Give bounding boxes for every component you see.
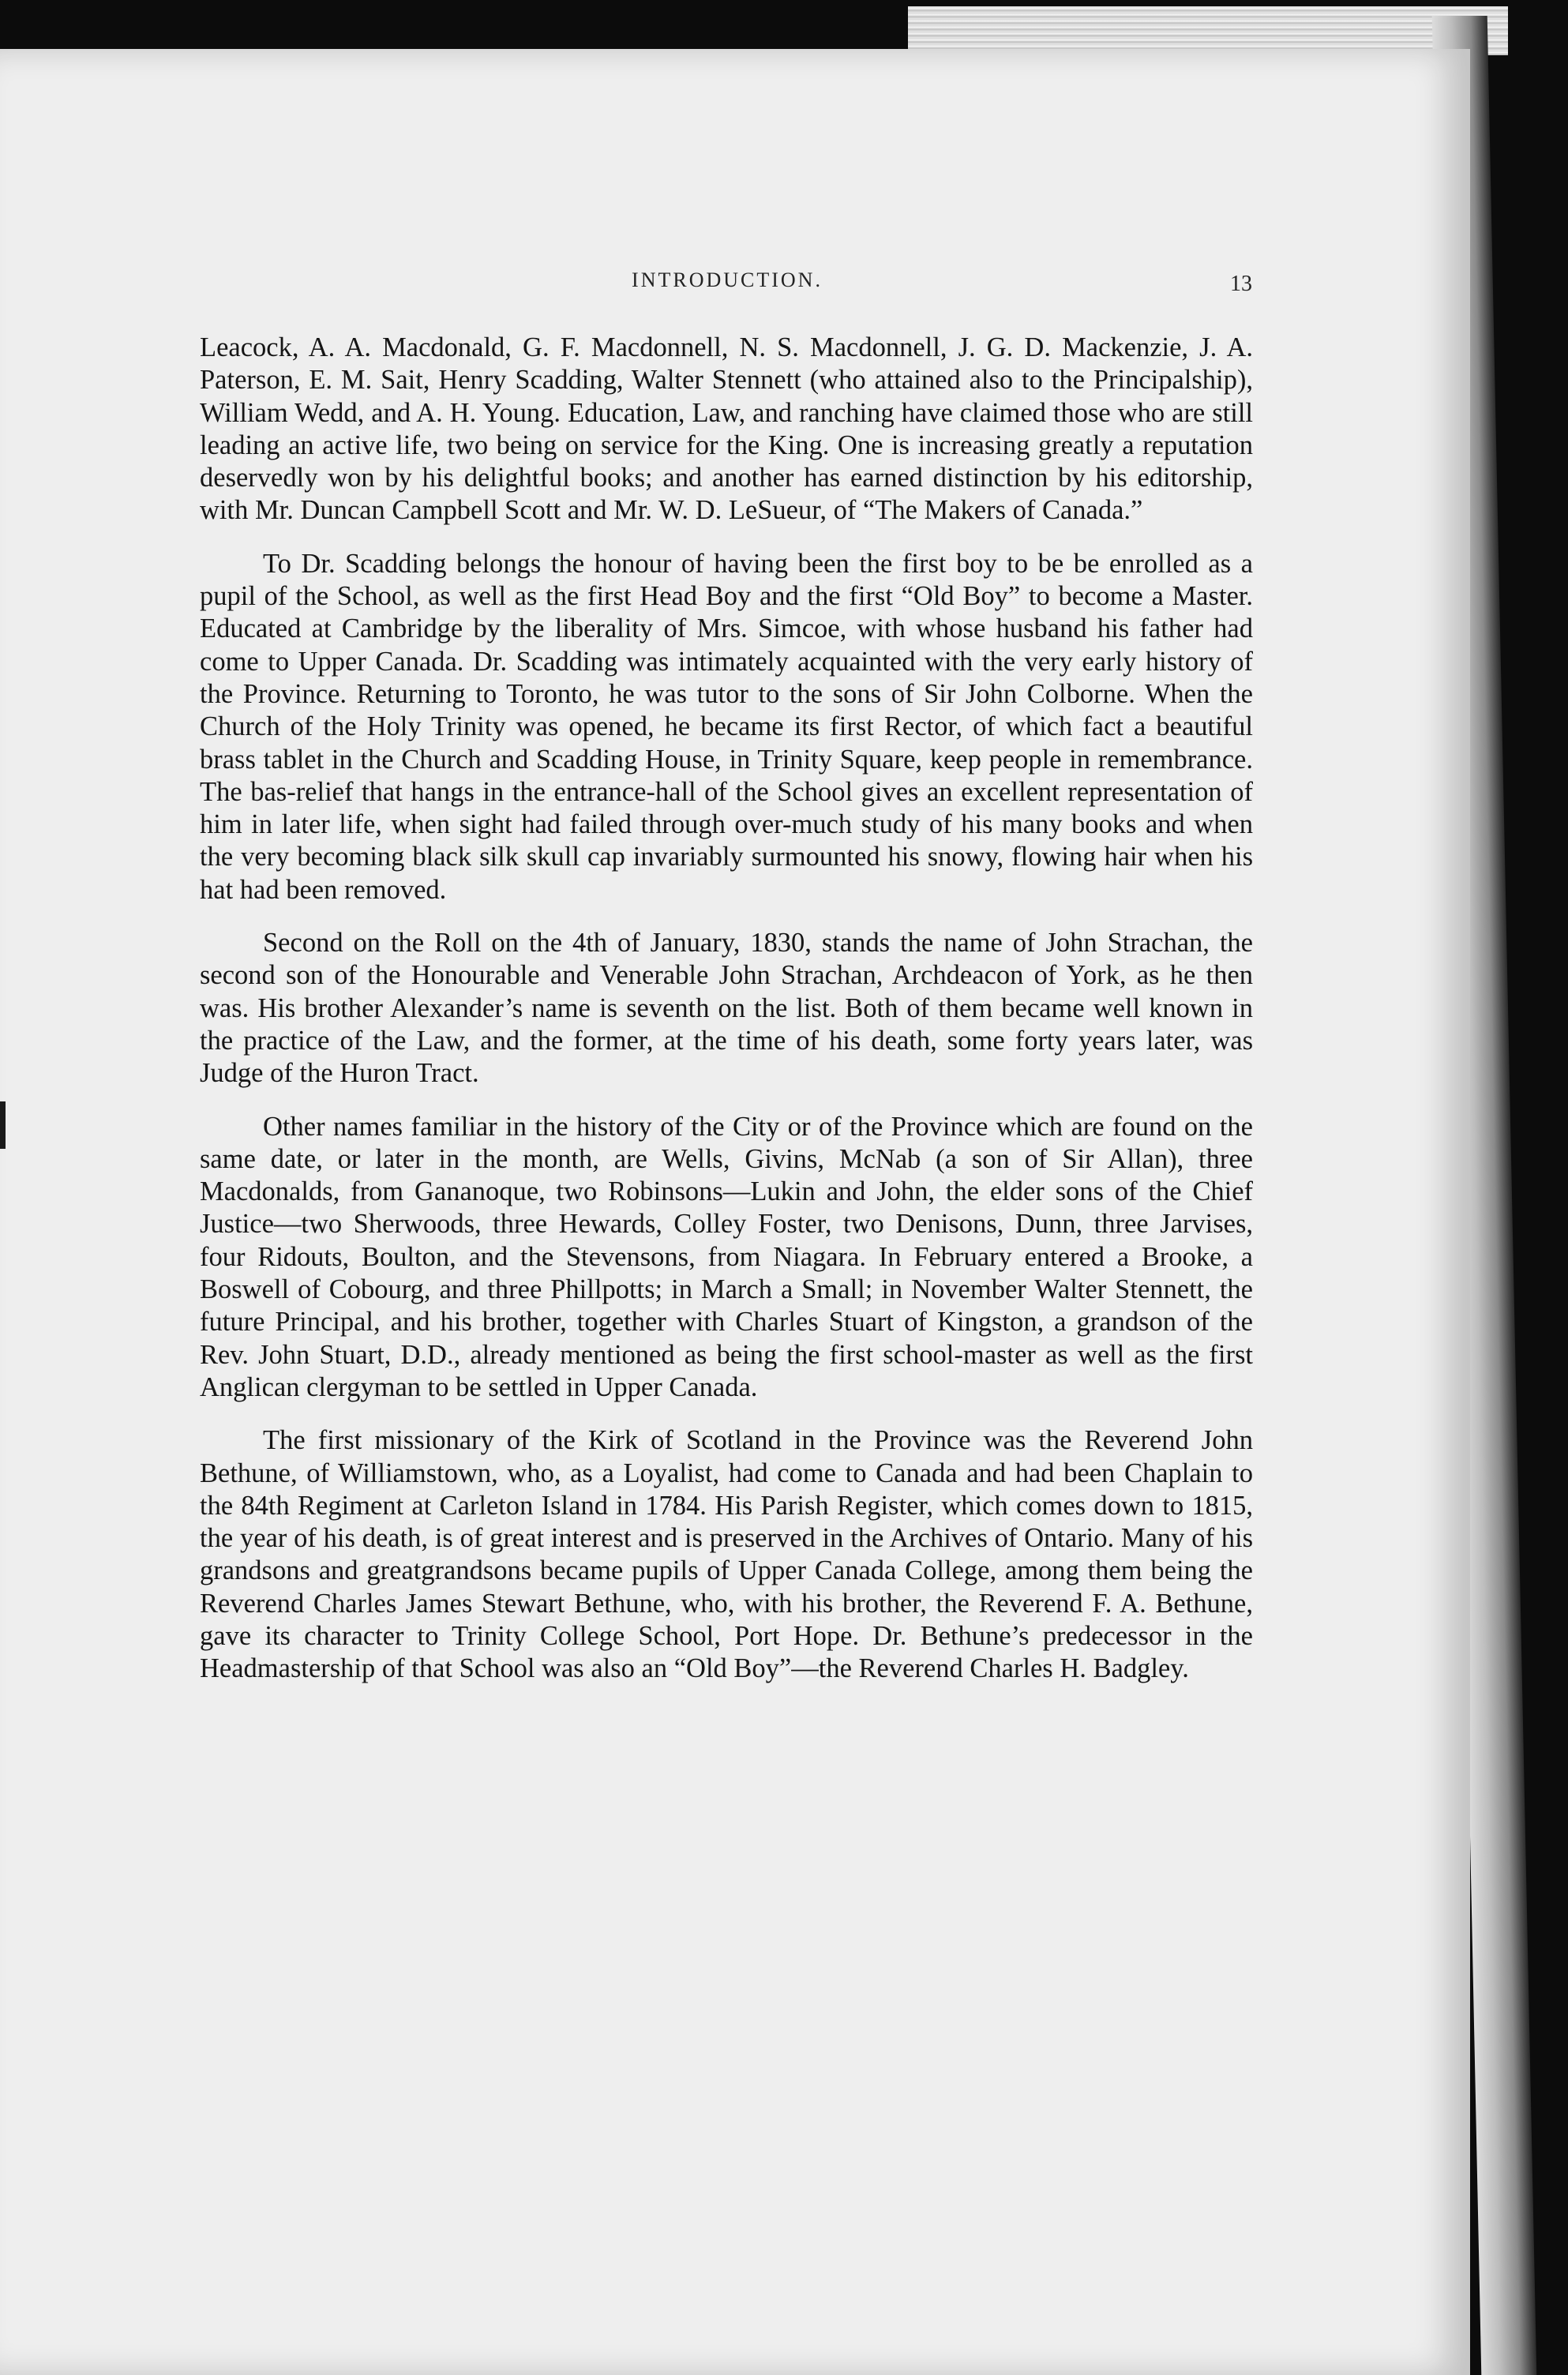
page-number: 13 xyxy=(1230,272,1252,296)
paragraph-3: Second on the Roll on the 4th of January, 1830, stands the name of John Strachan, the second son of the Honourable and Venerable John Strachan, Archdeacon of York, as he then was. His brother Alexander’s name is seventh on the list. Both of them became well known in the practice of the Law, and the former, at the time of his death, some forty years later, was Judge of the Huron Tract. xyxy=(200,928,1253,1089)
running-head: INTRODUCTION. xyxy=(632,268,823,291)
paragraph-4: Other names familiar in the history of the City or of the Province which are found on the same date, or later in the month, are Wells, Givins, McNab (a son of Sir Allan), three Macdonalds, from Gananoque, two Robinsons—Lukin and John, the elder sons of the Chief Justice—two Sherwoods, three Hewards, Colley Foster, two Denisons, Dunn, three Jarvises, four Ridouts, Boulton, and the Stevensons, from Niagara. In February entered a Brooke, a Boswell of Cobourg, and three Phillpotts; in March a Small; in November Walter Stennett, the future Principal, and his brother, together with Charles Stuart of Kingston, a grandson of the Rev. John Stuart, D.D., already mentioned as being the first school-master as well as the first Anglican clergyman to be settled in Upper Canada. xyxy=(200,1111,1253,1402)
paragraph-5: The first missionary of the Kirk of Scotland in the Province was the Reverend John Bethune, of Williamstown, who, as a Loyalist, had come to Canada and had been Chaplain to the 84th Regiment at Carleton Island in 1784. His Parish Register, which comes down to 1815, the year of his death, is of great interest and is preserved in the Archives of Ontario. Many of his grandsons and greatgrandsons became pupils of Upper Canada College, among them being the Reverend Charles James Stewart Bethune, who, with his brother, the Reverend F. A. Bethune, gave its character to Trinity College School, Port Hope. Dr. Bethune’s predecessor in the Headmastership of that School was also an “Old Boy”—the Reverend Charles H. Badgley. xyxy=(200,1425,1253,1684)
paragraph-1: Leacock, A. A. Macdonald, G. F. Macdonnell, N. S. Macdonnell, J. G. D. Mackenzie, J. A. Paterson, E. M. Sait, Henry Scadding, Walter Stennett (who attained also to the Principalship), William Wedd, and A. H. Young. Education, Law, and ranching have claimed those who are still leading an active life, two being on service for the King. One is increasing greatly a reputation deservedly won by his delightful books; and another has earned distinction by his editorship, with Mr. Duncan Campbell Scott and Mr. W. D. LeSueur, of “The Makers of Canada.” xyxy=(200,332,1253,526)
page-header xyxy=(202,268,1252,300)
margin-mark xyxy=(0,1101,6,1149)
body-text xyxy=(200,332,1253,1706)
page-top-edge xyxy=(908,6,1508,55)
paragraph-2: To Dr. Scadding belongs the honour of having been the first boy to be be enrolled as a pupil of the School, as well as the first Head Boy and the first “Old Boy” to become a Master. Educated at Cambridge by the liberality of Mrs. Simcoe, with whose husband his father had come to Upper Canada. Dr. Scadding was intimately acquainted with the very early history of the Province. Returning to Toronto, he was tutor to the sons of Sir John Colborne. When the Church of the Holy Trinity was opened, he became its first Rector, of which fact a beautiful brass tablet in the Church and Scadding House, in Trinity Square, keep people in remembrance. The bas-relief that hangs in the entrance-hall of the School gives an excellent representation of him in later life, when sight had failed through over-much study of his many books and when the very becoming black silk skull cap invariably surmounted his snowy, flowing hair when his hat had been removed. xyxy=(200,548,1253,905)
